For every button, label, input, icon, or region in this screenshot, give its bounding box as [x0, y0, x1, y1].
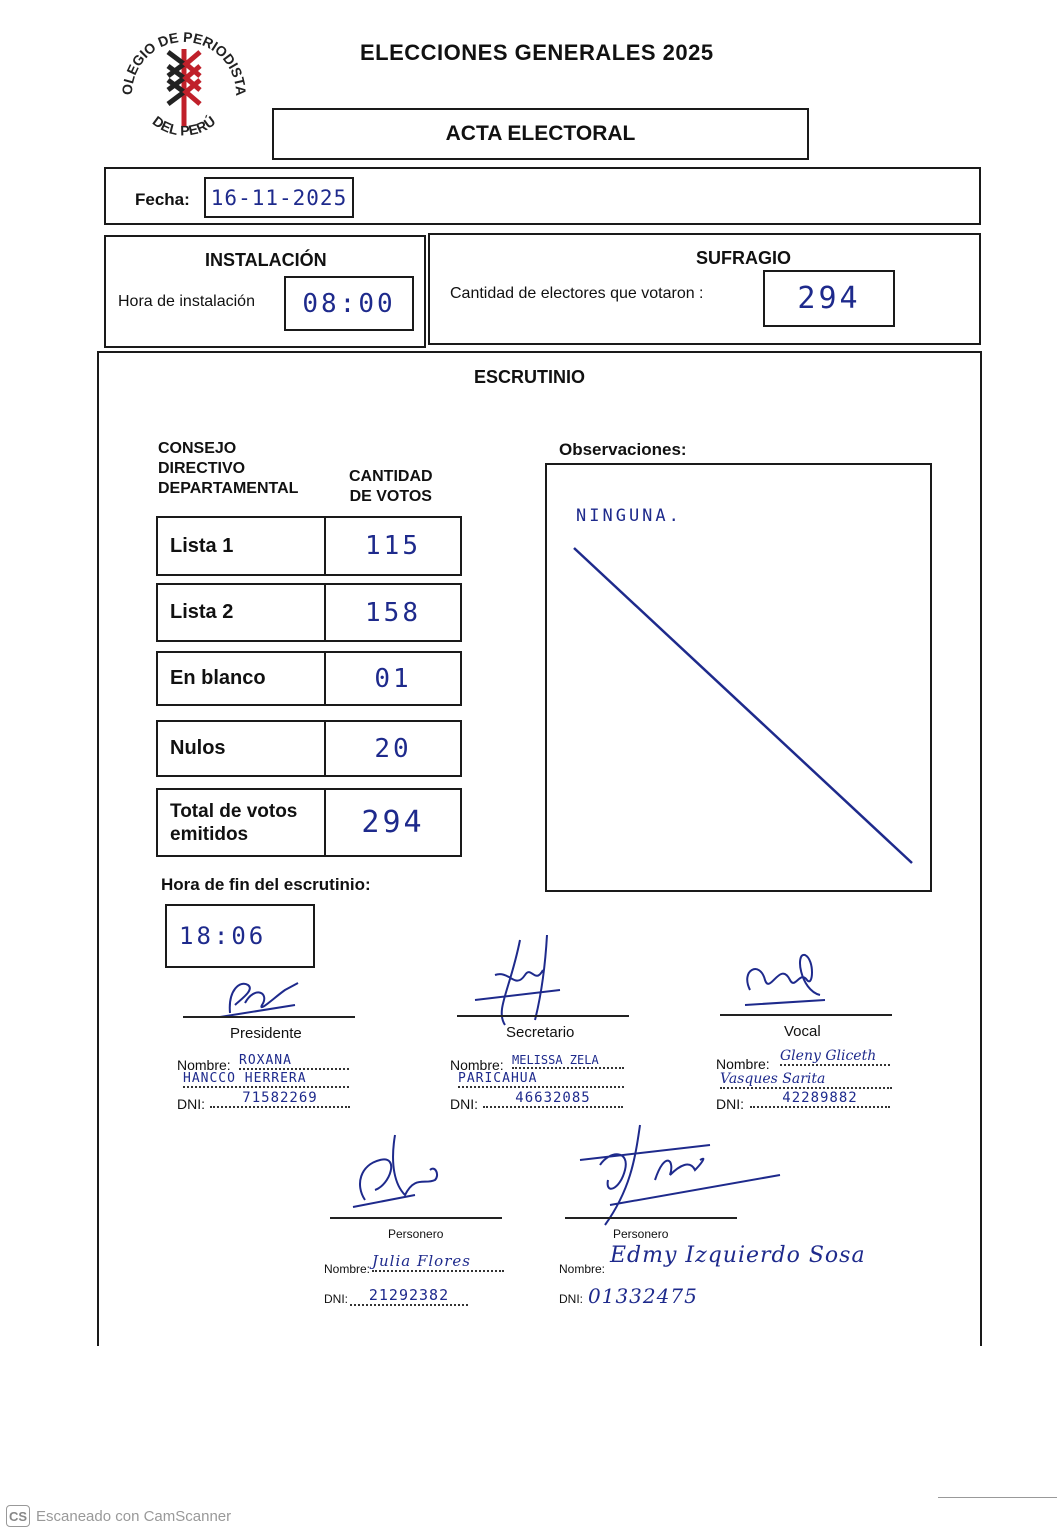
vote-row-lista-2: [156, 583, 462, 642]
vocal-role: Vocal: [784, 1023, 821, 1040]
svg-text:COLEGIO DE PERIODISTAS: [112, 14, 249, 96]
secretario-dni-label: DNI:: [450, 1096, 478, 1112]
acta-title-box: [272, 108, 809, 160]
vote-row-lista-1: [156, 516, 462, 576]
strike-line-icon: [545, 463, 932, 892]
escrutinio-title: ESCRUTINIO: [474, 367, 586, 387]
electores-label: Cantidad de electores que votaron :: [450, 285, 704, 302]
vocal-signature-icon: [735, 950, 835, 1015]
cantidad-header-line2: DE VOTOS: [349, 488, 432, 505]
election-title: ELECCIONES GENERALES 2025: [360, 40, 714, 65]
vote-row-value[interactable]: 115: [324, 516, 462, 576]
observaciones-label: Observaciones:: [559, 440, 687, 459]
presidente-role: Presidente: [230, 1025, 302, 1042]
vote-row-total: [156, 788, 462, 857]
acta-title: ACTA ELECTORAL: [445, 122, 636, 145]
logo-text-bottom: DEL PERÚ: [149, 112, 219, 139]
fecha-field[interactable]: 16-11-2025: [204, 177, 354, 218]
bottom-divider: [938, 1497, 1057, 1498]
electores-field[interactable]: 294: [763, 270, 895, 327]
hora-fin-label: Hora de fin del escrutinio:: [161, 875, 371, 894]
presidente-nombre-1[interactable]: ROXANA: [239, 1053, 349, 1070]
consejo-header-line3: DEPARTAMENTAL: [158, 480, 299, 497]
vote-row-label: Lista 2: [156, 583, 326, 642]
personero1-dni[interactable]: 21292382: [350, 1286, 468, 1306]
presidente-dni-label: DNI:: [177, 1096, 205, 1112]
presidente-dni[interactable]: 71582269: [210, 1090, 350, 1108]
secretario-nombre-1[interactable]: MELISSA ZELA: [512, 1053, 624, 1069]
instalacion-title: INSTALACIÓN: [205, 250, 327, 270]
secretario-role: Secretario: [506, 1024, 575, 1041]
vote-row-value[interactable]: 01: [324, 651, 462, 706]
personero2-role: Personero: [613, 1227, 669, 1241]
observaciones-value: NINGUNA.: [576, 506, 682, 526]
personero1-nombre[interactable]: Julia Flores: [372, 1252, 504, 1272]
personero1-role: Personero: [388, 1227, 444, 1241]
presidente-nombre-2[interactable]: HANCCO HERRERA: [183, 1071, 349, 1088]
hora-instalacion-field[interactable]: 08:00: [284, 276, 414, 331]
vote-row-nulos: [156, 720, 462, 777]
consejo-header-line2: DIRECTIVO: [158, 460, 246, 477]
hora-fin-field[interactable]: 18:06: [165, 904, 315, 968]
secretario-nombre-2[interactable]: PARICAHUA: [458, 1071, 624, 1088]
personero1-nombre-label: Nombre:: [324, 1262, 371, 1276]
sufragio-title: SUFRAGIO: [696, 248, 792, 268]
total-label-line2: emitidos: [170, 823, 249, 845]
consejo-header: [158, 439, 298, 499]
personero2-dni[interactable]: 01332475: [588, 1284, 698, 1308]
vote-row-value[interactable]: 158: [324, 583, 462, 642]
personero1-signature-icon: [345, 1125, 450, 1215]
personero2-nombre[interactable]: Edmy Izquierdo Sosa: [610, 1243, 866, 1268]
total-value[interactable]: 294: [324, 788, 462, 857]
vocal-nombre-label: Nombre:: [716, 1056, 770, 1072]
camscanner-watermark: Escaneado con CamScanner: [36, 1508, 232, 1525]
fecha-label: Fecha:: [135, 190, 190, 209]
vocal-nombre-2[interactable]: Vasques Sarita: [720, 1071, 892, 1089]
vocal-sign-line: [720, 1014, 892, 1016]
vocal-nombre-1[interactable]: Gleny Gliceth: [780, 1048, 890, 1066]
college-logo: [112, 14, 257, 154]
secretario-dni[interactable]: 46632085: [483, 1090, 623, 1108]
vote-row-en-blanco: [156, 651, 462, 706]
vocal-dni[interactable]: 42289882: [750, 1090, 890, 1108]
personero1-sign-line: [330, 1217, 502, 1219]
vote-row-label: En blanco: [156, 651, 326, 706]
vote-row-value[interactable]: 20: [324, 720, 462, 777]
cantidad-header: [349, 467, 433, 507]
vocal-dni-label: DNI:: [716, 1096, 744, 1112]
personero2-nombre-label: Nombre:: [559, 1262, 606, 1276]
vote-row-label: Nulos: [156, 720, 326, 777]
camscanner-badge-text: CS: [8, 1508, 28, 1524]
presidente-sign-line: [183, 1016, 355, 1018]
total-label: [156, 788, 326, 857]
secretario-sign-line: [457, 1015, 629, 1017]
hora-instalacion-label: Hora de instalación: [118, 293, 255, 310]
secretario-nombre-label: Nombre:: [450, 1057, 504, 1073]
consejo-header-line1: CONSEJO: [158, 440, 237, 457]
personero2-sign-line: [565, 1217, 737, 1219]
logo-emblem-icon: [168, 49, 200, 126]
camscanner-badge: [6, 1505, 30, 1527]
personero1-dni-label: DNI:: [324, 1292, 348, 1306]
secretario-signature-icon: [465, 930, 575, 1035]
cantidad-header-line1: CANTIDAD: [349, 468, 433, 485]
personero2-dni-label: DNI:: [559, 1292, 583, 1306]
personero2-signature-icon: [570, 1120, 790, 1230]
logo-text-top: OLEGIO DE PERIODISTA: [118, 28, 250, 97]
total-label-line1: Total de votos: [170, 800, 298, 822]
presidente-nombre-label: Nombre:: [177, 1057, 231, 1073]
vote-row-label: Lista 1: [156, 516, 326, 576]
